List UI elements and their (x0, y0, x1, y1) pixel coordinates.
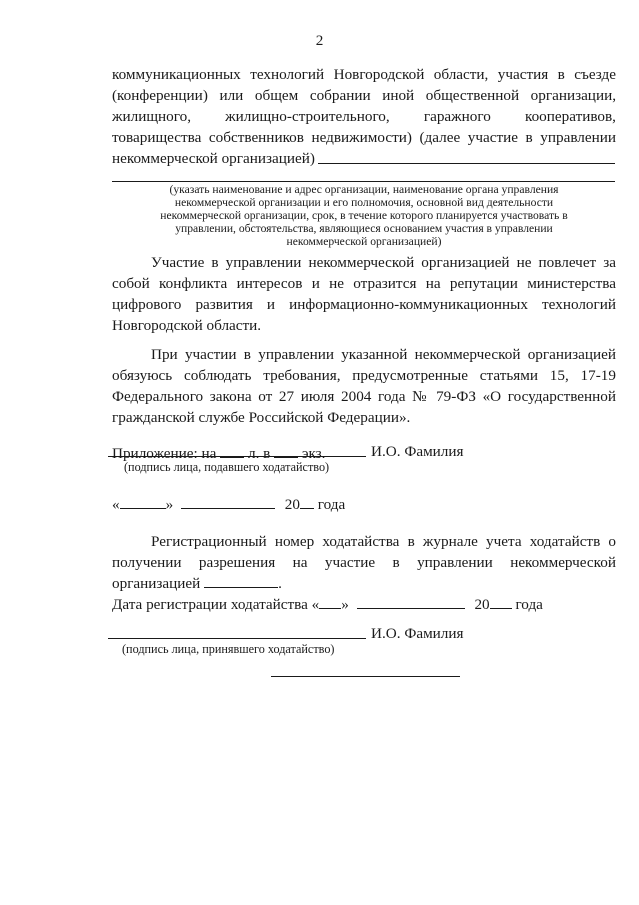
organization-hint (112, 183, 616, 248)
intro-word: жилищно-строительного, (225, 108, 390, 125)
attachment-suffix: экз. (301, 445, 326, 462)
registration-date-close: » (341, 596, 349, 613)
date-year-word: года (317, 496, 346, 513)
blank-reg-month (357, 594, 465, 609)
obligation-line-3: Федерального закона от 27 июля 2004 года № 79-ФЗ «О государственной (112, 388, 616, 405)
receiver-signature-caption: (подпись лица, принявшего ходатайство) (122, 642, 335, 656)
attachment-mid: л. в (248, 445, 271, 462)
intro-line-1: коммуникационных технологий Новгородской области, участия в съезде (112, 66, 616, 83)
conflict-line-4: Новгородской области. (112, 317, 262, 334)
hint-line: (указать наименование и адрес организации, наименование органа управления (169, 183, 559, 196)
registration-year-prefix: 20 (474, 596, 490, 613)
obligation-line-1: При участии в управлении указанной некоммерческой организацией (151, 346, 616, 363)
obligation-line-2: обязуюсь соблюдать требования, предусмотренные статьями 15, 17-19 (112, 367, 616, 384)
registration-prefix: организацией (112, 575, 201, 592)
blank-line-organization (318, 163, 615, 164)
intro-line-4: товарищества собственников недвижимости) (далее участие в управлении (112, 129, 616, 146)
closing-separator (271, 676, 460, 677)
blank-day (120, 494, 166, 509)
blank-line-organization-2 (112, 181, 615, 182)
conflict-line-1: Участие в управлении некоммерческой организацией не повлечет за (151, 254, 616, 271)
registration-year-word: года (515, 596, 543, 613)
hint-line: некоммерческой организации и его полномочия, основной вид деятельности (174, 196, 554, 209)
date-open-quote: « (112, 496, 120, 513)
registration-date (112, 594, 543, 615)
registration-word: участие (324, 554, 376, 571)
application-date (112, 494, 345, 515)
registration-line-2 (112, 552, 616, 573)
page-number: 2 (315, 32, 324, 49)
registration-word: управлении (417, 554, 493, 571)
blank-registration-number (204, 573, 278, 588)
blank-reg-year (490, 594, 512, 609)
hint-line: некоммерческой организации, срок, в течение которого планируется участвовать в (160, 209, 568, 222)
registration-suffix: . (278, 575, 282, 592)
registration-date-prefix: Дата регистрации ходатайства « (112, 596, 320, 613)
registration-word: получении (112, 554, 182, 571)
conflict-line-3: цифрового развития и информационно-коммуникационных технологий (112, 296, 616, 313)
obligation-line-4: гражданской службе Российской Федерации». (112, 409, 411, 426)
blank-month (181, 494, 275, 509)
registration-line-3 (112, 573, 282, 594)
blank-reg-day (319, 594, 341, 609)
hint-line: некоммерческой организацией) (286, 235, 442, 248)
hint-line: управлении, обстоятельства, являющиеся основанием участия в управлении (175, 222, 553, 235)
intro-line-2: (конференции) или общем собрании иной общественной организации, (112, 87, 616, 104)
registration-word: разрешения (198, 554, 276, 571)
conflict-line-2: собой конфликта интересов и не отразится на репутации министерства (112, 275, 616, 292)
intro-word: гаражного (423, 108, 491, 125)
registration-word: некоммерческой (510, 554, 616, 571)
intro-line-3 (112, 106, 616, 127)
attachment-prefix: Приложение: на (112, 445, 217, 462)
registration-line-1: Регистрационный номер ходатайства в журнале учета ходатайств о (151, 533, 616, 550)
registration-word: на (292, 554, 308, 571)
applicant-name: И.О. Фамилия (371, 443, 464, 460)
receiver-name: И.О. Фамилия (371, 625, 464, 642)
date-close-quote: » (165, 496, 174, 513)
signature-line-receiver (108, 638, 366, 639)
date-year-prefix: 20 (284, 496, 300, 513)
registration-word: в (392, 554, 400, 571)
signature-line-applicant (108, 456, 366, 457)
intro-line-5: некоммерческой организацией) (112, 150, 315, 167)
blank-year (300, 494, 314, 509)
intro-word: жилищного, (112, 108, 191, 125)
applicant-signature-caption: (подпись лица, подавшего ходатайство) (124, 460, 330, 474)
intro-word: кооперативов, (524, 108, 616, 125)
